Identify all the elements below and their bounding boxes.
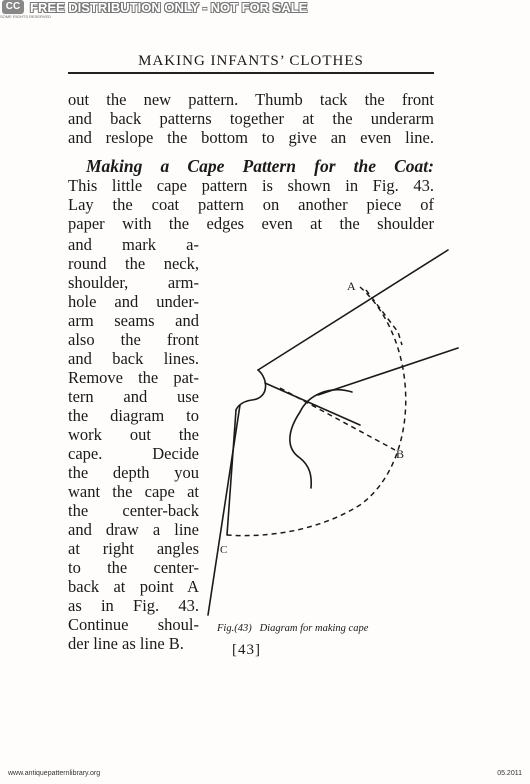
text-line: shoulder, arm- bbox=[68, 273, 199, 292]
text-line: to the center- bbox=[68, 558, 199, 577]
footer-date: 05.2011 bbox=[497, 770, 522, 777]
text-line: Lay the coat pattern on another piece of bbox=[68, 195, 434, 214]
text-line: paper with the edges even at the shoulder bbox=[68, 214, 434, 233]
text-line: and back patterns together at the underarm bbox=[68, 109, 434, 128]
line-b-dashed bbox=[280, 388, 395, 450]
label-c: C bbox=[220, 544, 228, 556]
footer-site: www.antiquepatternlibrary.org bbox=[8, 770, 101, 777]
text-line: der line as line B. bbox=[68, 634, 184, 653]
caption-number: Fig.(43) bbox=[217, 623, 252, 634]
armhole-curve bbox=[290, 390, 352, 488]
narrow-column bbox=[68, 235, 199, 653]
text-line: at right angles bbox=[68, 539, 199, 558]
cape-section bbox=[68, 157, 434, 233]
text-line: cape. Decide bbox=[68, 444, 199, 463]
text-line: tern and use bbox=[68, 387, 199, 406]
text-line: hole and under- bbox=[68, 292, 199, 311]
cc-small-text: SOME RIGHTS RESERVED bbox=[0, 14, 52, 19]
text-line: This little cape pattern is shown in Fig. 43. bbox=[68, 176, 434, 195]
label-a: A bbox=[347, 279, 356, 293]
running-head: MAKING INFANTS’ CLOTHES bbox=[138, 53, 364, 69]
text-line: Continue shoul- bbox=[68, 615, 199, 634]
figure-caption bbox=[217, 623, 368, 634]
label-b: B bbox=[396, 447, 405, 461]
text-line: round the neck, bbox=[68, 254, 199, 273]
intro-paragraph bbox=[68, 90, 434, 147]
text-line: the center-back bbox=[68, 501, 199, 520]
text-line: as in Fig. 43. bbox=[68, 596, 199, 615]
text-line: and draw a line bbox=[68, 520, 199, 539]
front-shoulder-line bbox=[318, 348, 458, 395]
banner-text: FREE DISTRIBUTION ONLY - NOT FOR SALE bbox=[30, 0, 308, 15]
center-back-line bbox=[227, 410, 236, 535]
text-line: out the new pattern. Thumb tack the front bbox=[68, 90, 434, 109]
back-neck-curve bbox=[236, 370, 266, 410]
text-line: and mark a- bbox=[68, 235, 199, 254]
distribution-banner bbox=[0, 0, 308, 20]
header-rule bbox=[68, 72, 434, 74]
text-line: back at point A bbox=[68, 577, 199, 596]
text-line: the depth you bbox=[68, 463, 199, 482]
text-line: and back lines. bbox=[68, 349, 199, 368]
page-number: [43] bbox=[232, 642, 261, 658]
cape-edge-dashed bbox=[227, 287, 406, 536]
center-front-line bbox=[208, 405, 240, 615]
text-line: Remove the pat- bbox=[68, 368, 199, 387]
cape-diagram bbox=[205, 240, 465, 630]
text-line: arm seams and bbox=[68, 311, 199, 330]
text-line: work out the bbox=[68, 425, 199, 444]
shoulder-line bbox=[258, 250, 448, 370]
section-heading: Making a Cape Pattern for the Coat: bbox=[86, 156, 434, 176]
text-line: want the cape at bbox=[68, 482, 199, 501]
caption-text: Diagram for making cape bbox=[259, 623, 369, 634]
text-line: and reslope the bottom to give an even line. bbox=[68, 128, 434, 147]
text-line: the diagram to bbox=[68, 406, 199, 425]
creative-commons-icon: CC bbox=[2, 0, 24, 14]
text-line: also the front bbox=[68, 330, 199, 349]
underarm-line bbox=[265, 383, 360, 425]
